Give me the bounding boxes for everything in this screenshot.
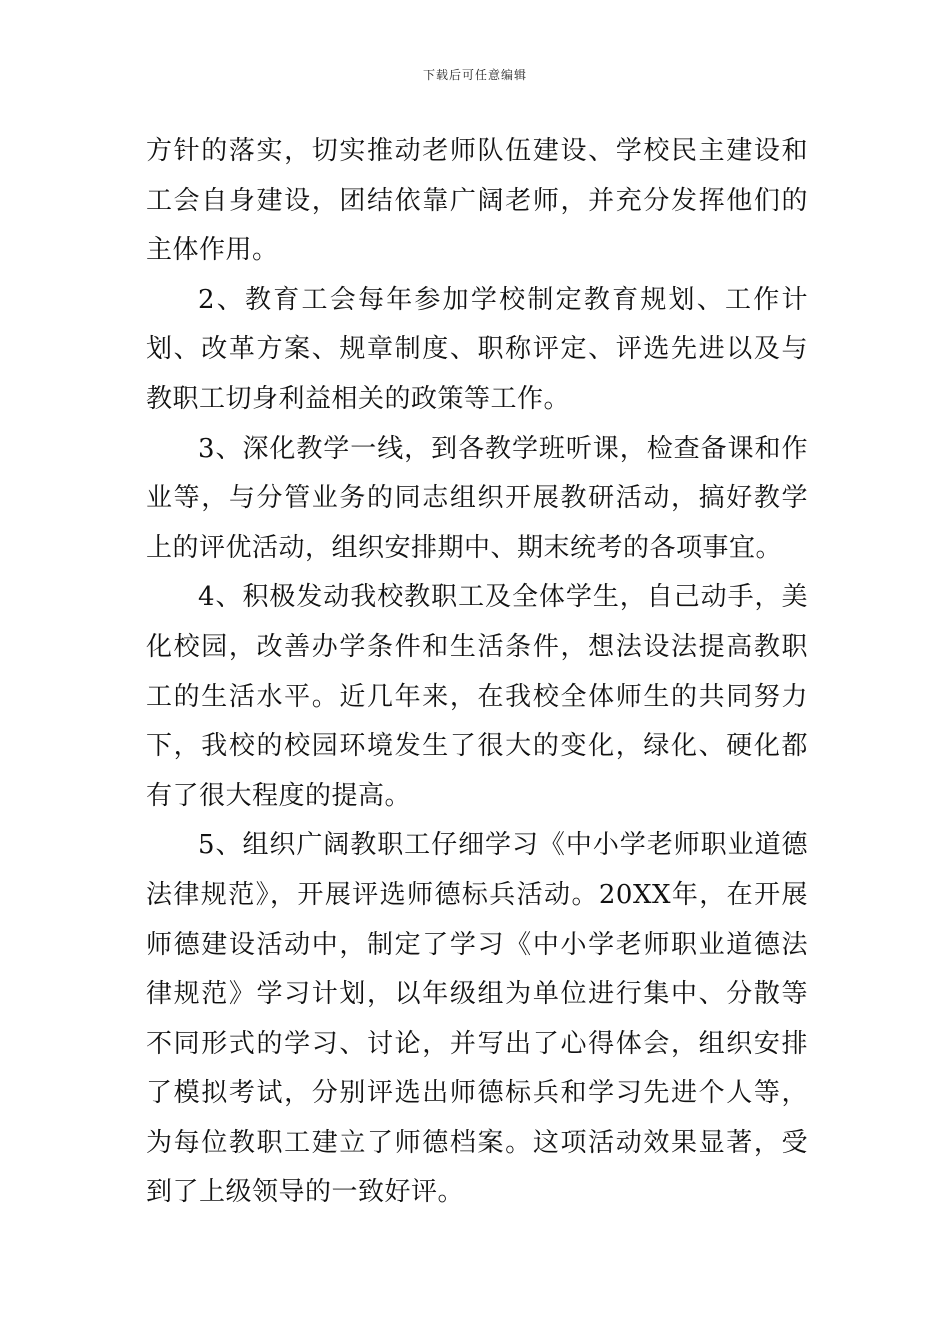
paragraph-item-3: 3、深化教学一线，到各教学班听课，检查备课和作业等，与分管业务的同志组织开展教研活动，搞好教学上的评优活动，组织安排期中、期末统考的各项事宜。	[146, 433, 808, 563]
paragraph-continuation: 方针的落实，切实推动老师队伍建设、学校民主建设和工会自身建设，团结依靠广阔老师，并充分发挥他们的主体作用。	[146, 136, 808, 266]
paragraph-item-5: 5、组织广阔教职工仔细学习《中小学老师职业道德法律规范》，开展评选师德标兵活动。20XX年，在开展师德建设活动中，制定了学习《中小学老师职业道德法律规范》学习计划，以年级组为单位进行集中、分散等不同形式的学习、讨论，并写出了心得体会，组织安排了模拟考试，分别评选出师德标兵和学习先进个人等，为每位教职工建立了师德档案。这项活动效果显著，受到了上级领导的一致好评。	[146, 830, 808, 1208]
page-header-note: 下载后可任意编辑	[422, 68, 527, 82]
paragraph-item-2: 2、教育工会每年参加学校制定教育规划、工作计划、改革方案、规章制度、职称评定、评选先进以及与教职工切身利益相关的政策等工作。	[146, 284, 808, 414]
document-body	[146, 127, 808, 1218]
paragraph-item-4: 4、积极发动我校教职工及全体学生，自己动手，美化校园，改善办学条件和生活条件，想法设法提高教职工的生活水平。近几年来，在我校全体师生的共同努力下，我校的校园环境发生了很大的变化，绿化、硬化都有了很大程度的提高。	[146, 582, 808, 811]
